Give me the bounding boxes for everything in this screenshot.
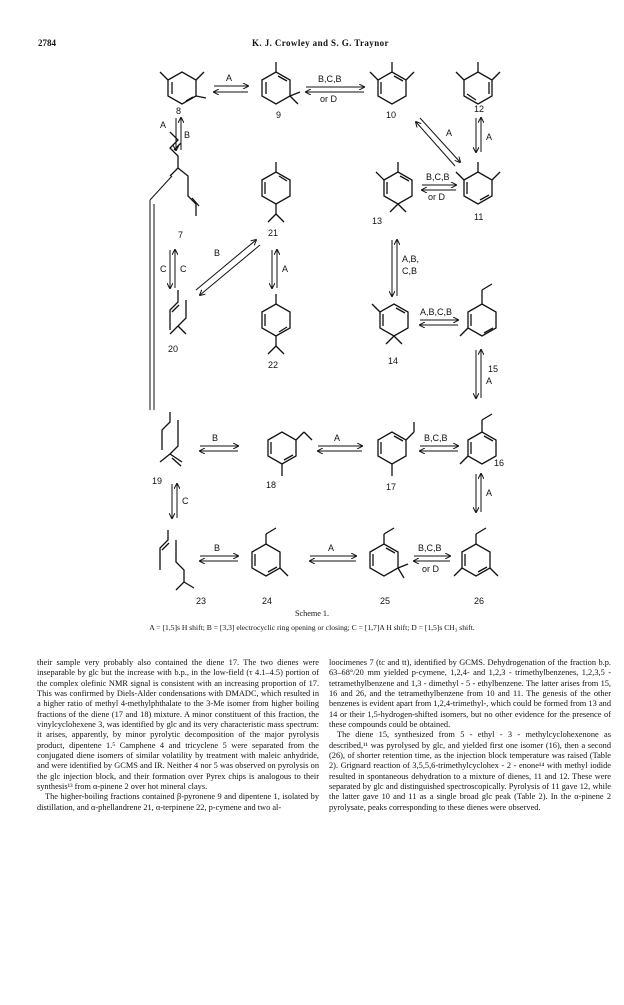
arrow-label: A,B, <box>402 254 420 264</box>
arrow-label: A <box>334 433 341 443</box>
compound-23-structure <box>160 530 194 590</box>
compound-label: 7 <box>178 230 184 240</box>
compound-17-structure <box>378 422 414 476</box>
compound-10-structure <box>370 62 414 104</box>
compound-12-structure <box>456 62 500 104</box>
paragraph: loocimenes 7 (tc and tt), identified by GCMS. Dehydrogenation of the fraction b.p. 63–68°/20 mm yielded p-cymene, 1,2,4- and 1,2,3 - trimethylbenzenes, 1,2,3,5 - tetramethylbenzene and 1,3 - dimethyl - 5 - ethylbenzene. The latter arises from 15, 16 and 26, and the tetramethylbenzene from 10 and 11. The genesis of the other benzenes is evident apart from 1,2,4-trimethyl-, which could be formed from 13 and 14 or their 1,5-hydrogen-shifted isomers, but no other evidence for the presence of these compounds could be obtained. <box>329 658 611 730</box>
arrow-label: C,B <box>402 266 418 276</box>
arrow-label: A <box>486 488 493 498</box>
compound-label: 26 <box>474 596 485 605</box>
arrow-label: B <box>214 248 221 258</box>
compound-label: 25 <box>380 596 391 605</box>
compound-label: 10 <box>386 110 397 120</box>
paragraph: The diene 15, synthesized from 5 - ethyl - 3 - methylcyclohexenone as described,¹¹ was pyrolysed by glc, and yielded first one isomer (16), then a second (26), of shorter retention time, as the injection block temperature was raised (Table 2). Grignard reaction of 3,5,5,6-trimethylcyclohex - 2 - enone¹⁴ with methyl iodide resulted in spontaneous dehydration to a mixture of dienes, 11 and 12. These were separated by glc and distinguished spectroscopically. Pyrolysis of 11 gave 12, while the latter gave 10 and 11 as a single broad glc peak (Table 2). In the α-pinene 2 pyrolysate, peaks corresponding to these dienes were observed. <box>329 730 611 812</box>
arrow-label: A <box>486 376 493 386</box>
arrow-label: B,C,B <box>418 543 442 553</box>
arrow-label: B <box>212 433 219 443</box>
compound-8-structure <box>160 72 206 104</box>
compound-11-structure <box>456 162 500 204</box>
arrow-label: or D <box>320 94 338 104</box>
arrow-label: A <box>226 73 233 83</box>
arrow-label: or D <box>422 564 440 574</box>
arrow-label: B <box>184 130 191 140</box>
compound-22-structure <box>262 294 290 354</box>
arrow-label: B <box>214 543 221 553</box>
text-column-right <box>329 658 611 813</box>
arrow-label: or D <box>428 192 446 202</box>
compound-24-structure <box>252 528 288 576</box>
compound-label: 24 <box>262 596 273 605</box>
compound-19-structure <box>160 412 182 466</box>
compound-label: 17 <box>386 482 397 492</box>
arrow-label: B,C,B <box>426 172 450 182</box>
compound-label: 13 <box>372 216 383 226</box>
compound-16-structure <box>460 414 496 464</box>
compound-25-structure <box>370 528 408 578</box>
arrow-label: B,C,B <box>424 433 448 443</box>
compound-9-structure <box>262 62 300 104</box>
scheme-title: Scheme 1. <box>294 609 330 618</box>
compound-label: 22 <box>268 360 279 370</box>
page-number: 2784 <box>38 38 56 48</box>
compound-21-structure <box>262 162 290 222</box>
compound-14-structure <box>372 304 408 344</box>
compound-label: 18 <box>266 480 277 490</box>
compound-label: 11 <box>474 212 484 222</box>
compound-label: 15 <box>488 364 499 374</box>
compound-label: 8 <box>176 106 182 116</box>
arrow-label: C <box>182 496 189 506</box>
compound-label: 16 <box>494 458 505 468</box>
paragraph: The higher-boiling fractions contained β-pyronene 9 and dipentene 1, isolated by distillation, and α-phellandrene 21, α-terpinene 22, p-cymene and two al- <box>37 792 319 812</box>
arrow-label: A <box>486 132 493 142</box>
paragraph: their sample very probably also contained the diene 17. The two dienes were inseparable by glc but the increase with b.p., in the low-field (τ 4.1–4.5) portion of the complex olefinic NMR signal is consistent with an increasing proportion of 17. This was confirmed by Diels-Alder condensations with DMADC, which resulted in a higher ratio of methyl 4-methylphthalate to the 3-Me isomer from higher boiling fractions of the diene (17 and 18) mixture. A minor constituent of this fraction, the vinylcyclohexene 3, was identified by glc and its very characteristic mass spectrum: it arises, apparently, by minor pyrolytic decomposition of the major pyrolysis product, dipentene 1.⁵ Camphene 4 and tricyclene 5 were separated from the conjugated diene isomers of similar volatility by treatment with maleic anhydride, and were identified by GCMS and IR. Neither 4 nor 5 was observed on pyrolysis on the glc injection block, and their formation over Pyrex chips is analogous to their synthesis¹³ from α-pinene 2 over hot mineral clays. <box>37 658 319 792</box>
compound-label: 9 <box>276 110 282 120</box>
text-column-left <box>37 658 319 813</box>
arrow-label: B,C,B <box>318 74 342 84</box>
arrow-label: A <box>160 120 167 130</box>
compound-labels <box>152 104 504 605</box>
arrow-label: C <box>180 264 187 274</box>
arrow-label: C <box>160 264 167 274</box>
compound-label: 19 <box>152 476 163 486</box>
compound-label: 14 <box>388 356 399 366</box>
compound-13-structure <box>376 162 412 212</box>
compound-label: 23 <box>196 596 207 605</box>
arrow-label: A <box>446 128 453 138</box>
compound-label: 20 <box>168 344 179 354</box>
arrow-label: A <box>282 264 289 274</box>
compound-label: 21 <box>268 228 279 238</box>
compound-label: 12 <box>474 104 485 114</box>
scheme-legend: A = [1,5]s H shift; B = [3,3] electrocyclic ring opening or closing; C = [1,7]A H shift; D = [1,5]s CH₃ shift. <box>149 623 475 632</box>
compound-15-structure <box>460 284 496 336</box>
compound-20-structure <box>170 290 186 334</box>
running-header-authors: K. J. Crowley and S. G. Traynor <box>252 38 389 48</box>
compound-26-structure <box>454 528 498 576</box>
arrow-label: A,B,C,B <box>420 307 453 317</box>
compound-18-structure <box>268 432 312 476</box>
arrow-label: A <box>328 543 335 553</box>
reaction-arrows <box>150 86 484 561</box>
arrow-labels <box>160 73 492 574</box>
compound-7-structure <box>170 132 199 216</box>
